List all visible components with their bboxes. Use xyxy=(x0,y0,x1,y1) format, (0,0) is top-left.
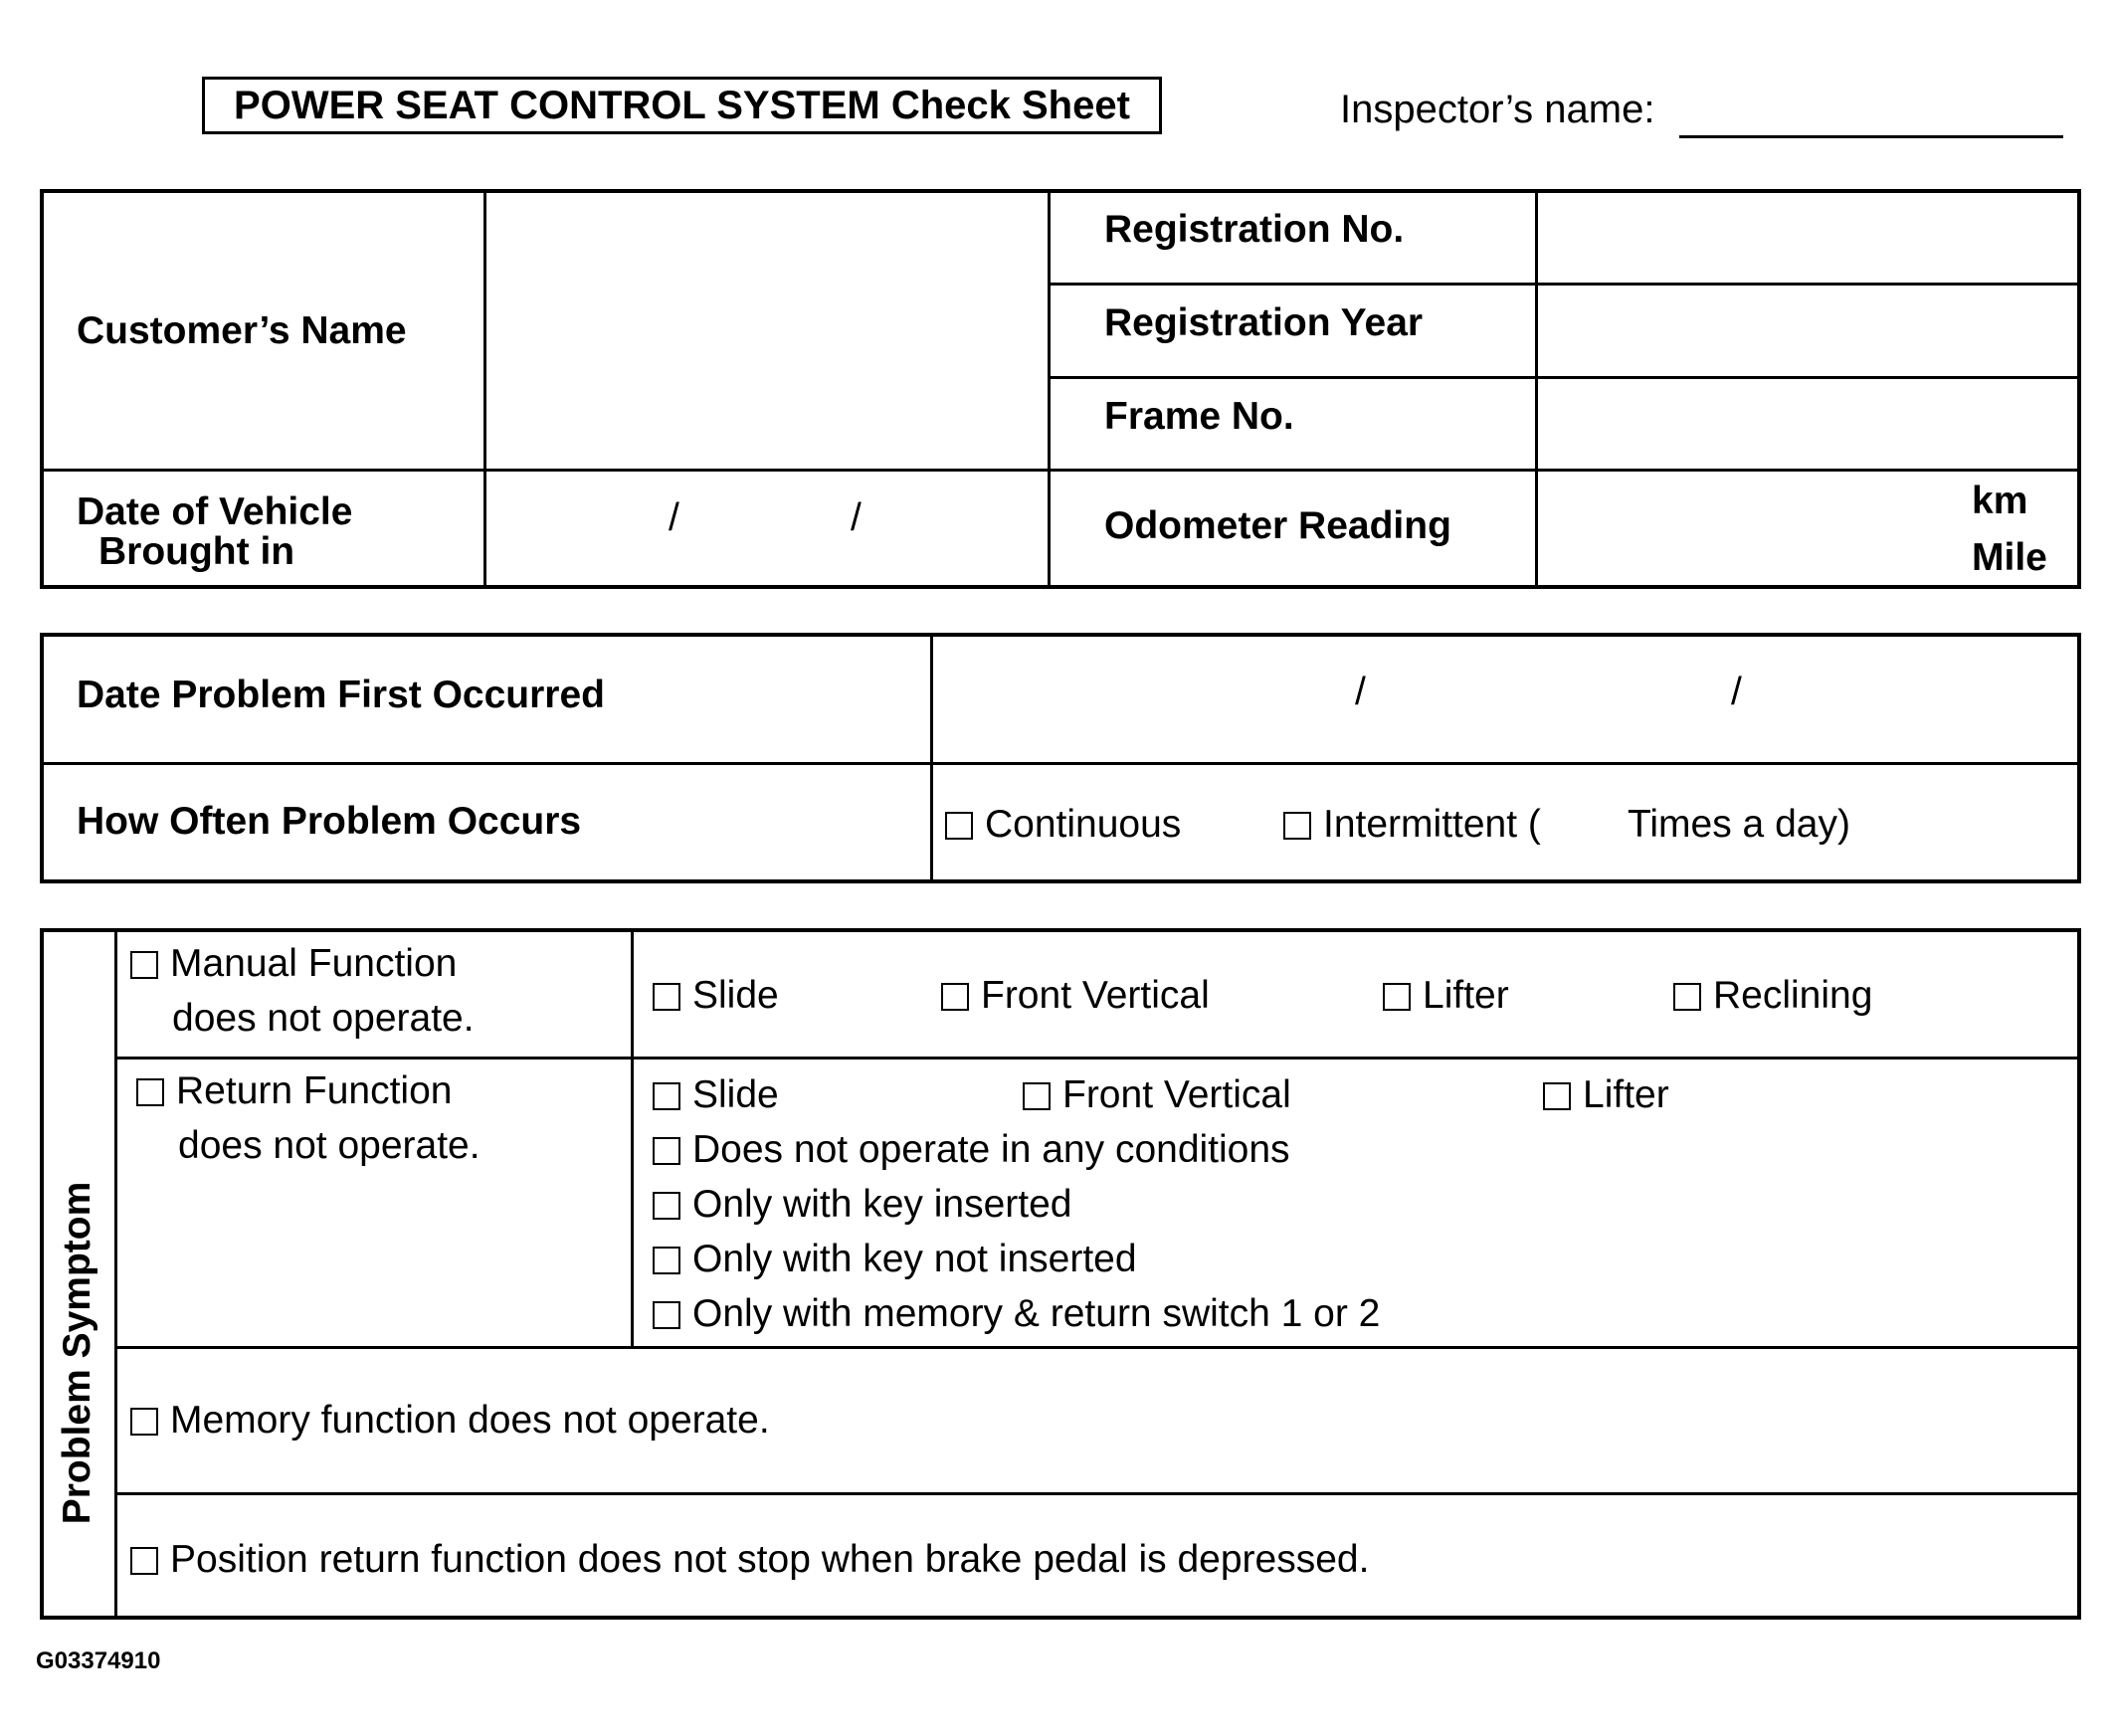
manual-function-option[interactable] xyxy=(130,943,457,986)
odometer-label: Odometer Reading xyxy=(1104,504,1451,547)
condition-memory-switch-checkbox[interactable] xyxy=(653,1301,680,1329)
continuous-checkbox[interactable] xyxy=(945,812,973,840)
position-return-option[interactable] xyxy=(130,1539,1369,1582)
condition-key-inserted-label: Only with key inserted xyxy=(692,1183,1072,1226)
odometer-unit-mile: Mile xyxy=(1972,536,2047,579)
return-function-label: Return Function xyxy=(176,1069,453,1112)
manual-function-label-line2: does not operate. xyxy=(172,997,475,1040)
registration-no-label: Registration No. xyxy=(1104,208,1405,251)
manual-reclining-option[interactable] xyxy=(1673,975,1872,1018)
return-function-checkbox[interactable] xyxy=(136,1078,164,1106)
condition-any-checkbox[interactable] xyxy=(653,1137,680,1165)
date-separator: / xyxy=(1731,671,1742,713)
position-return-checkbox[interactable] xyxy=(130,1547,158,1575)
return-slide-checkbox[interactable] xyxy=(653,1082,680,1110)
manual-slide-checkbox[interactable] xyxy=(653,983,680,1011)
frequency-label: How Often Problem Occurs xyxy=(77,800,582,843)
inspector-name-label: Inspector’s name: xyxy=(1340,88,1655,131)
date-first-occurred-label: Date Problem First Occurred xyxy=(77,674,605,716)
condition-key-not-inserted-checkbox[interactable] xyxy=(653,1247,680,1274)
date-separator: / xyxy=(669,496,679,539)
condition-memory-switch-label: Only with memory & return switch 1 or 2 xyxy=(692,1292,1381,1335)
return-front-vertical-label: Front Vertical xyxy=(1062,1073,1291,1116)
inspector-name-field[interactable] xyxy=(1679,135,2063,138)
manual-lifter-checkbox[interactable] xyxy=(1383,983,1411,1011)
manual-slide-option[interactable] xyxy=(653,975,779,1018)
condition-memory-switch-option[interactable] xyxy=(653,1293,1380,1336)
manual-front-vertical-option[interactable] xyxy=(941,975,1210,1018)
problem-symptom-label: Problem Symptom xyxy=(56,1181,98,1525)
date-separator: / xyxy=(1355,671,1366,713)
manual-lifter-option[interactable] xyxy=(1383,975,1509,1018)
check-sheet-title xyxy=(202,77,1162,134)
registration-no-field[interactable] xyxy=(1539,193,2076,281)
manual-front-vertical-label: Front Vertical xyxy=(981,974,1210,1017)
return-slide-label: Slide xyxy=(692,1073,779,1116)
continuous-label: Continuous xyxy=(985,803,1182,846)
manual-front-vertical-checkbox[interactable] xyxy=(941,983,969,1011)
date-brought-label-line1: Date of Vehicle xyxy=(77,490,353,533)
figure-code: G03374910 xyxy=(36,1647,161,1674)
date-separator: / xyxy=(851,496,862,539)
frame-no-label: Frame No. xyxy=(1104,395,1294,438)
position-return-label: Position return function does not stop when brake pedal is depressed. xyxy=(170,1538,1370,1581)
memory-function-label: Memory function does not operate. xyxy=(170,1399,770,1442)
manual-function-checkbox[interactable] xyxy=(130,951,158,979)
times-a-day-label: Times a day) xyxy=(1628,803,1850,846)
customer-name-field[interactable] xyxy=(487,193,1045,467)
manual-reclining-checkbox[interactable] xyxy=(1673,983,1701,1011)
return-front-vertical-checkbox[interactable] xyxy=(1023,1082,1051,1110)
memory-function-option[interactable] xyxy=(130,1400,770,1443)
intermittent-checkbox[interactable] xyxy=(1283,812,1311,840)
odometer-unit-km: km xyxy=(1972,480,2028,522)
condition-any-option[interactable] xyxy=(653,1129,1290,1172)
return-lifter-label: Lifter xyxy=(1583,1073,1669,1116)
return-slide-option[interactable] xyxy=(653,1074,779,1117)
intermittent-option[interactable] xyxy=(1283,804,1541,847)
memory-function-checkbox[interactable] xyxy=(130,1408,158,1436)
check-sheet-title-text: POWER SEAT CONTROL SYSTEM Check Sheet xyxy=(234,83,1130,127)
manual-reclining-label: Reclining xyxy=(1713,974,1873,1017)
continuous-option[interactable] xyxy=(945,804,1181,847)
return-function-option[interactable] xyxy=(136,1070,452,1113)
return-function-label-line2: does not operate. xyxy=(178,1124,480,1167)
condition-any-label: Does not operate in any conditions xyxy=(692,1128,1290,1171)
condition-key-not-inserted-label: Only with key not inserted xyxy=(692,1238,1137,1280)
frame-no-field[interactable] xyxy=(1539,380,2076,468)
customer-name-label: Customer’s Name xyxy=(77,309,407,352)
condition-key-inserted-checkbox[interactable] xyxy=(653,1192,680,1220)
return-lifter-checkbox[interactable] xyxy=(1543,1082,1571,1110)
manual-function-label: Manual Function xyxy=(170,942,458,985)
registration-year-field[interactable] xyxy=(1539,287,2076,374)
date-brought-label-line2: Brought in xyxy=(98,530,295,573)
condition-key-inserted-option[interactable] xyxy=(653,1184,1072,1227)
condition-key-not-inserted-option[interactable] xyxy=(653,1239,1137,1281)
manual-slide-label: Slide xyxy=(692,974,779,1017)
intermittent-label: Intermittent ( xyxy=(1323,803,1541,846)
return-front-vertical-option[interactable] xyxy=(1023,1074,1291,1117)
registration-year-label: Registration Year xyxy=(1104,301,1424,344)
manual-lifter-label: Lifter xyxy=(1423,974,1509,1017)
return-lifter-option[interactable] xyxy=(1543,1074,1669,1117)
